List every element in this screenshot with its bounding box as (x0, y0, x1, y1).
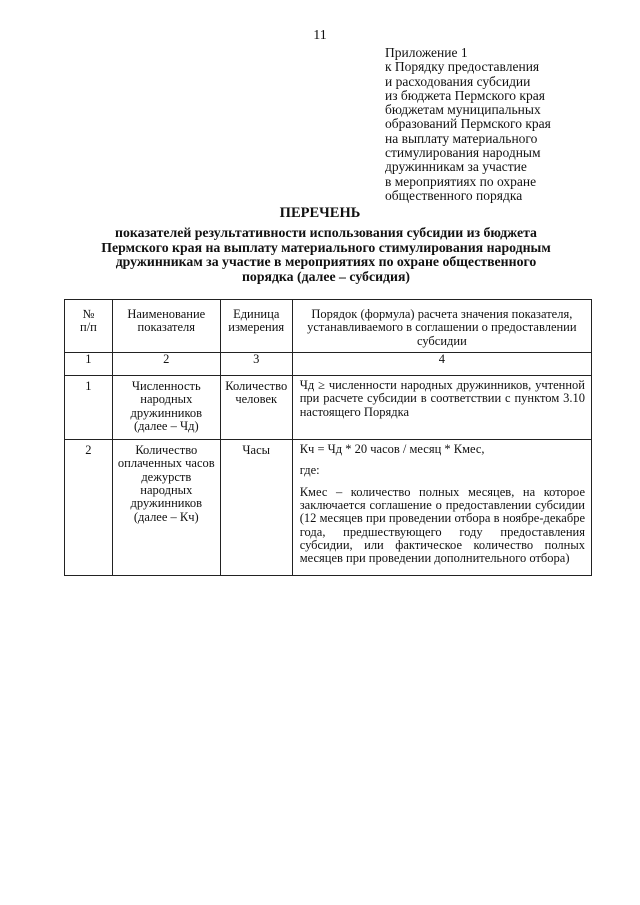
document-subtitle (60, 226, 592, 284)
appendix-line: дружинникам за участие (385, 159, 527, 175)
page-number: 11 (313, 28, 327, 43)
header-name: Наименование показателя (112, 300, 220, 353)
row-name: Численность народных дружинников (далее – Чд) (112, 376, 220, 440)
row-name: Количество оплаченных часов дежурств народных дружинников (далее – Кч) (112, 440, 220, 576)
row-formula (292, 376, 591, 440)
appendix-line: общественного порядка (385, 187, 523, 203)
formula-text: где: (299, 463, 320, 478)
appendix-line: на выплату материального (385, 130, 538, 146)
subtitle-line: показателей результативности использования субсидии из бюджета (115, 225, 537, 240)
appendix-reference (385, 46, 630, 203)
document-title: ПЕРЕЧЕНЬ (279, 205, 361, 221)
subtitle-line: порядка (далее – субсидия) (241, 268, 411, 284)
appendix-line: из бюджета Пермского края (385, 87, 545, 103)
appendix-line: образований Пермского края (385, 116, 551, 132)
appendix-line: к Порядку предоставления (385, 59, 540, 75)
appendix-line: бюджетам муниципальных (385, 102, 541, 118)
header-unit: Единица измерения (220, 300, 292, 353)
formula-text: Кмес – количество полных месяцев, на которое заключается соглашение о предоставлении субсидии (12 месяцев при проведении отбора в ноябре-декабре года, предшествующего году предоставления субсидии, или фактическое количество полных месяцев при проведении дополнительного отбора) (299, 484, 585, 566)
formula-text: Кч = Чд * 20 часов / месяц * Кмес, (299, 442, 485, 457)
row-unit: Количество человек (220, 376, 292, 440)
appendix-line: и расходования субсидии (385, 73, 531, 89)
formula-text: Чд ≥ численности народных дружинников, учтенной при расчете субсидии в соответствии с пунктом 3.10 настоящего Порядка (299, 378, 585, 419)
appendix-line: Приложение 1 (385, 45, 468, 60)
row-num: 1 (65, 376, 113, 440)
column-number: 1 (65, 353, 113, 376)
row-formula (292, 440, 591, 576)
column-numbers-row (65, 353, 592, 376)
appendix-line: в мероприятиях по охране (385, 173, 537, 189)
column-number: 4 (292, 353, 591, 376)
table-header-row (65, 300, 592, 353)
row-num: 2 (65, 440, 113, 576)
column-number: 3 (220, 353, 292, 376)
header-num: № п/п (65, 300, 113, 353)
column-number: 2 (112, 353, 220, 376)
appendix-line: стимулирования народным (385, 145, 541, 161)
indicators-table (64, 299, 592, 576)
table-row (65, 440, 592, 576)
subtitle-line: дружинникам за участие в мероприятиях по охране общественного (115, 254, 537, 270)
row-unit: Часы (220, 440, 292, 576)
table-row (65, 376, 592, 440)
subtitle-line: Пермского края на выплату материального стимулирования народным (101, 239, 551, 255)
header-formula: Порядок (формула) расчета значения показателя, устанавливаемого в соглашении о предоставлении субсидии (292, 300, 591, 353)
